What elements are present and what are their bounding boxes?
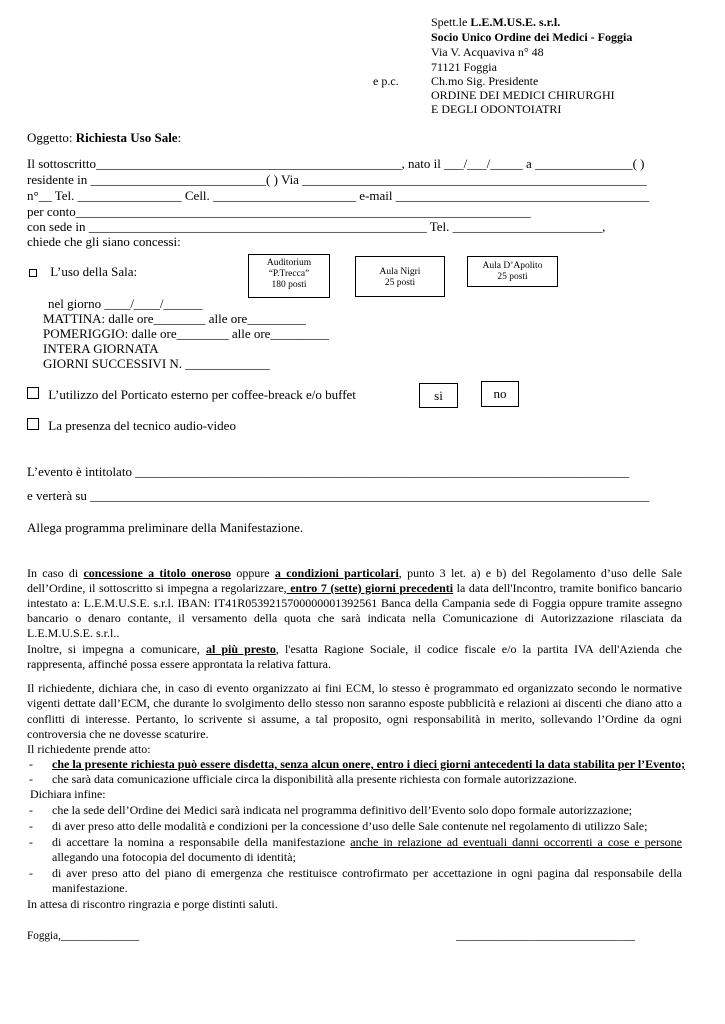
tecnico-checkbox[interactable] bbox=[27, 418, 39, 430]
noted-heading: Il richiedente prende atto: bbox=[27, 742, 151, 756]
form-line-residence[interactable]: residente in ___________________________( ) Via _____________________________________________________ bbox=[27, 172, 647, 187]
schedule-morning[interactable]: MATTINA: dalle ore________ alle ore_________ bbox=[43, 311, 306, 326]
recipient-address: Via V. Acquaviva n° 48 bbox=[431, 45, 544, 59]
schedule-afternoon[interactable]: POMERIGGIO: dalle ore________ alle ore_________ bbox=[43, 326, 329, 341]
invoice-text: , l'esatta Ragione Sociale, il codice fiscale e/o la partita IVA dell'Azienda che rappresenta, affinché possa essere approntata la relativa fattura. bbox=[27, 642, 683, 671]
room-auditorium[interactable] bbox=[248, 254, 330, 298]
schedule-nextdays[interactable]: GIORNI SUCCESSIVI N. _____________ bbox=[43, 356, 270, 371]
declares-item-4: di aver preso atto del piano di emergenza che restituisce controfirmato per accettazione in ogni pagina dal responsabile della manifestazione. bbox=[52, 866, 682, 895]
noted-item-1: che la presente richiesta può essere disdetta, senza alcun onere, entro i dieci giorni antecedenti la data stabilita per l’Evento; bbox=[52, 757, 686, 771]
sala-label: L’uso della Sala: bbox=[50, 264, 138, 279]
declares-heading: Dichiara infine: bbox=[30, 787, 106, 801]
closing: In attesa di riscontro ringrazia e porge distinti saluti. bbox=[27, 897, 278, 911]
dash: - bbox=[29, 835, 33, 849]
epc-label: e p.c. bbox=[373, 74, 399, 88]
room-name: Auditorium bbox=[266, 258, 312, 268]
porticato-yes-box[interactable] bbox=[419, 383, 458, 408]
recipient-order2: E DEGLI ODONTOIATRI bbox=[431, 102, 562, 116]
tecnico-label: La presenza del tecnico audio-video bbox=[48, 418, 236, 433]
recipient-company: L.E.M.US.E. s.r.l. bbox=[470, 15, 561, 29]
porticato-option[interactable] bbox=[27, 387, 356, 403]
tecnico-option[interactable] bbox=[27, 418, 236, 434]
dash: - bbox=[29, 866, 33, 880]
recipient-prefix: Spett.le bbox=[431, 15, 468, 29]
payment-particular: a condizioni particolari bbox=[274, 566, 399, 580]
form-line-contacts[interactable]: n°__ Tel. ________________ Cell. ______________________ e-mail _______________________________________ bbox=[27, 188, 650, 203]
payment-text: oppure bbox=[231, 566, 275, 580]
payment-text: la data dell'Incontro, tramite bonifico bancario intestato a: L.E.M.U.S.E. s.r.l. IBAN: IT41R0539215700000001392561 Banca della Campania sede di Foggia oppure tramite assegno bancario o denaro contante, il versamento della quota che sarà indicata nella Comunicazione di Autorizzazione rilasciata da L.E.M.U.S.E. s.r.l.. bbox=[27, 581, 682, 640]
room-seats: 25 posti bbox=[384, 278, 416, 288]
sala-checkbox[interactable] bbox=[29, 269, 37, 277]
recipient-president: Ch.mo Sig. Presidente bbox=[431, 74, 539, 88]
room-aula-dapolito[interactable] bbox=[467, 256, 558, 287]
porticato-label: L’utilizzo del Porticato esterno per coffee-breack e/o buffet bbox=[48, 387, 356, 402]
payment-deadline: entro 7 (sette) giorni precedenti bbox=[286, 581, 454, 595]
dash: - bbox=[29, 819, 33, 833]
room-name: Aula D’Apolito bbox=[482, 261, 543, 271]
subject-suffix: : bbox=[177, 130, 182, 145]
subject-title: Richiesta Uso Sale bbox=[75, 130, 178, 145]
porticato-yes: si bbox=[434, 388, 443, 403]
room-seats: 180 posti bbox=[271, 280, 307, 290]
subject-prefix: Oggetto: bbox=[27, 130, 76, 145]
dash: - bbox=[29, 803, 33, 817]
dash: - bbox=[29, 757, 33, 771]
schedule-fullday: INTERA GIORNATA bbox=[43, 341, 159, 356]
declares-item-3-tail: allegando una fotocopia del documento di identità; bbox=[52, 850, 296, 864]
declares-item-3-text: di accettare la nomina a responsabile della manifestazione bbox=[52, 835, 351, 849]
invoice-text: Inoltre, si impegna a comunicare, bbox=[27, 642, 206, 656]
declares-item-3-underlined: anche in relazione ad eventuali danni occorrenti a cose e persone bbox=[350, 835, 682, 849]
recipient-city: 71121 Foggia bbox=[431, 60, 497, 74]
form-line-request: chiede che gli siano concessi: bbox=[27, 234, 181, 249]
porticato-no: no bbox=[493, 386, 507, 401]
declares-item-1: che la sede dell’Ordine dei Medici sarà indicata nel programma definitivo dell’Evento solo dopo formale autorizzazione; bbox=[52, 803, 633, 817]
recipient-line2: Socio Unico Ordine dei Medici - Foggia bbox=[431, 30, 633, 44]
room-aula-nigri[interactable] bbox=[355, 256, 445, 297]
allega-note: Allega programma preliminare della Manifestazione. bbox=[27, 520, 304, 535]
declares-item-2: di aver preso atto delle modalità e condizioni per la concessione d’uso delle Sale contenute nel regolamento di utilizzo Sale; bbox=[52, 819, 648, 833]
sala-option[interactable] bbox=[29, 264, 137, 280]
form-line-onbehalf[interactable]: per conto______________________________________________________________________ bbox=[27, 204, 531, 219]
event-topic-line[interactable]: e verterà su ______________________________________________________________________________________ bbox=[27, 488, 650, 503]
schedule-day[interactable]: nel giorno ____/____/______ bbox=[48, 296, 203, 311]
room-seats: 25 posti bbox=[497, 272, 528, 282]
payment-onerous: concessione a titolo oneroso bbox=[83, 566, 232, 580]
noted-item-2: che sarà data comunicazione ufficiale circa la disponibilità alla presente richiesta con formale autorizzazione. bbox=[52, 772, 577, 786]
invoice-asap: al più presto bbox=[205, 642, 276, 656]
invoice-paragraph bbox=[27, 642, 682, 672]
porticato-no-box[interactable] bbox=[481, 381, 519, 407]
subject-line bbox=[27, 130, 181, 146]
room-name: Aula Nigri bbox=[379, 267, 421, 277]
declares-item-3 bbox=[52, 835, 682, 865]
event-title-line[interactable]: L’evento è intitolato ____________________________________________________________________________ bbox=[27, 464, 630, 479]
room-sub: “P.Trecca” bbox=[268, 269, 310, 279]
payment-paragraph bbox=[27, 566, 682, 641]
signature-field[interactable]: ________________________________ bbox=[456, 930, 635, 942]
ecm-declaration: Il richiedente, dichiara che, in caso di evento organizzato ai fini ECM, lo stesso è programmato ed organizzato secondo le normative vigenti dettate dall’ECM, che durante lo svolgimento dello stesso non saranno esposte pubblicità e relazioni ai discenti che diano atto a conflitti di interesse. Pertanto, lo scrivente si assume, a tal proposito, ogni responsabilità in merito, sollevando l’Ordine da ogni controversia che ne dovesse scaturire. bbox=[27, 681, 682, 741]
recipient-line1 bbox=[431, 15, 560, 30]
form-line-seat[interactable]: con sede in ____________________________________________________ Tel. _______________________, bbox=[27, 219, 606, 234]
porticato-checkbox[interactable] bbox=[27, 387, 39, 399]
place-date-field[interactable]: Foggia,______________ bbox=[27, 930, 140, 942]
dash: - bbox=[29, 772, 33, 786]
form-line-name[interactable]: Il sottoscritto_______________________________________________, nato il ___/___/_____ a _______________( ) bbox=[27, 156, 645, 171]
payment-text: In caso di bbox=[27, 566, 84, 580]
recipient-order: ORDINE DEI MEDICI CHIRURGHI bbox=[431, 88, 615, 102]
payment-text: , punto 3 let. a) e b) del Regolamento d’uso delle Sale dell’Ordine, il sottoscritto si impegna a regolarizzare, bbox=[27, 566, 683, 595]
